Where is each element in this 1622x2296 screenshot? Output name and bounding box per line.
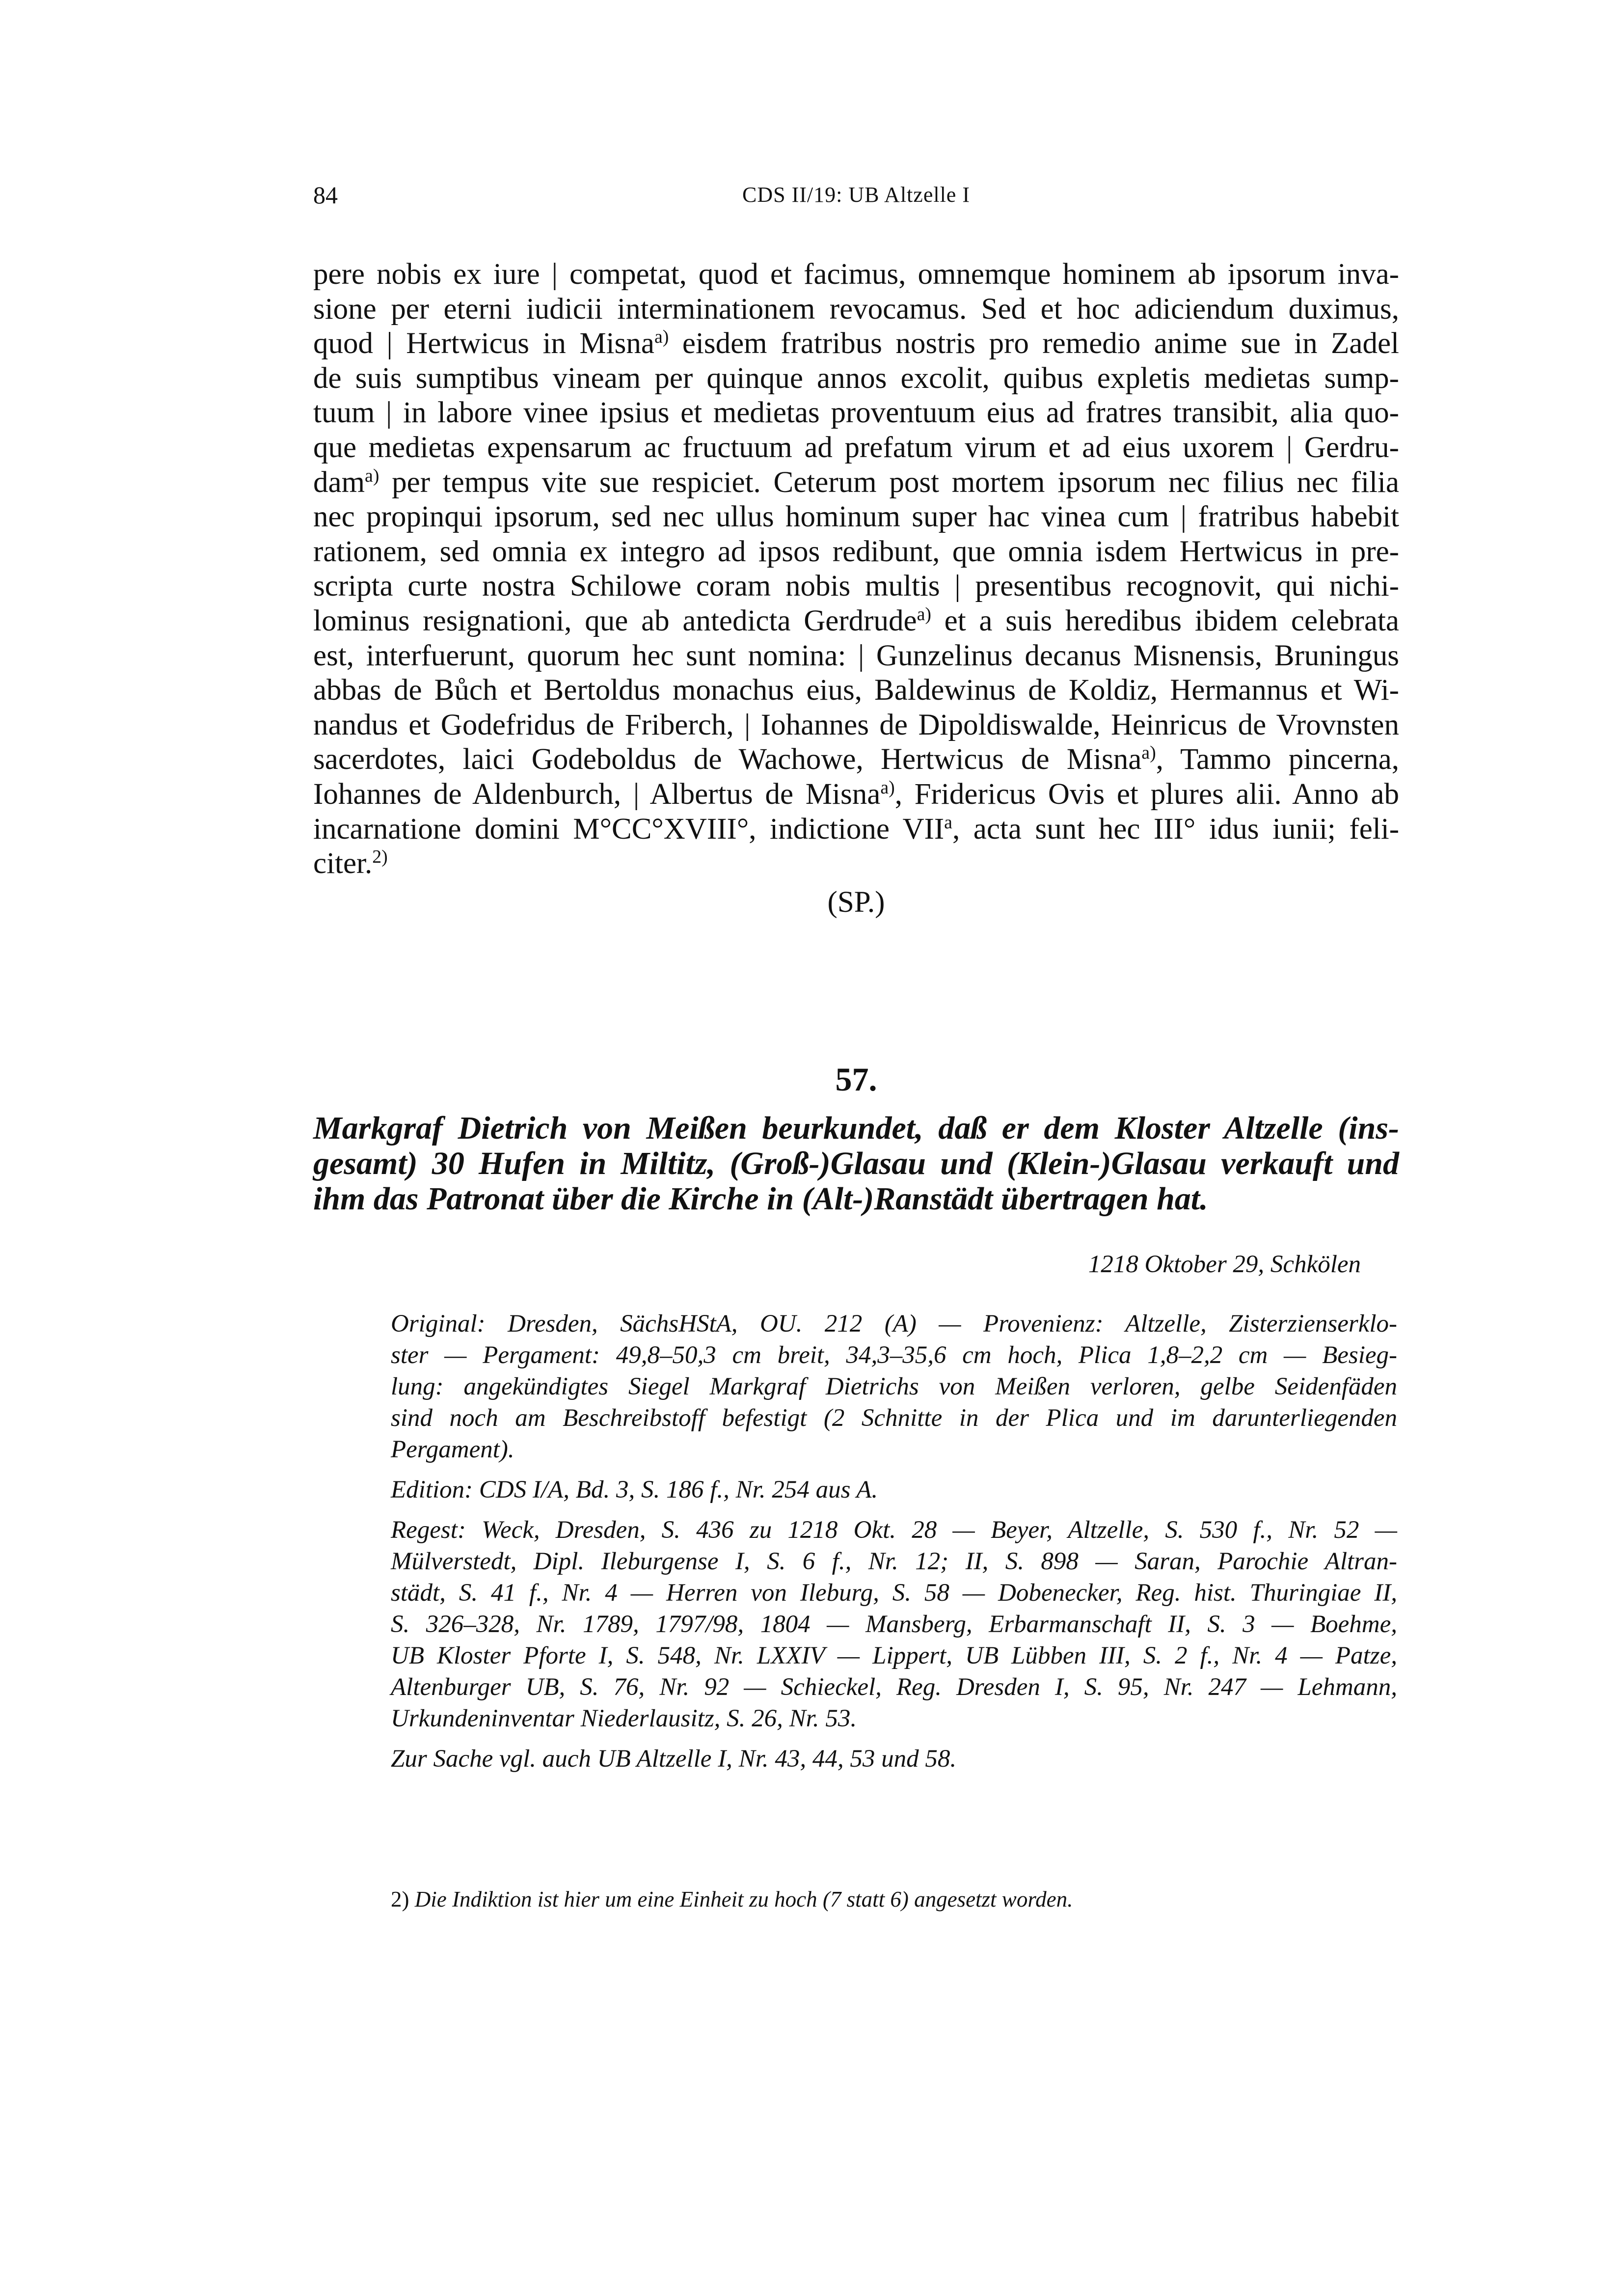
page-number: 84 [313, 181, 338, 209]
apparatus-zur-sache [391, 1743, 1397, 1775]
text-segment: lominus resignationi, que ab antedicta Gerdrude [313, 604, 917, 637]
text-segment: est, interfuerunt, quorum hec sunt nomina: | Gunzelinus decanus Misnensis, Bruningus [313, 639, 1399, 672]
text-segment: incarnatione domini M°CC°XVIII°, indictione VII [313, 812, 945, 846]
title-line: gesamt) 30 Hufen in Miltitz, (Groß-)Glasau und (Klein-)Glasau verkauft und [313, 1146, 1399, 1181]
footnote-mark: 2) [391, 1887, 409, 1912]
text-line [313, 569, 1399, 604]
seal-notation: (SP.) [827, 886, 885, 919]
text-segment: tuum | in labore vinee ipsius et medietas proventuum eius ad fratres transibit, alia quo- [313, 396, 1399, 430]
text-segment: nec propinqui ipsorum, sed nec ullus hominum super hac vinea cum | fratribus habebit [313, 500, 1399, 534]
text-segment: eisdem fratribus nostris pro remedio anime sue in Zadel [669, 327, 1399, 360]
footnote-reference: a) [880, 777, 895, 798]
apparatus-original [391, 1308, 1397, 1465]
text-segment: per tempus vite sue respiciet. Ceterum post mortem ipsorum nec filius nec filia [379, 465, 1399, 499]
apparatus-regest [391, 1514, 1397, 1734]
title-line: Markgraf Dietrich von Meißen beurkundet, daß er dem Kloster Altzelle (ins- [313, 1110, 1399, 1146]
text-line [313, 777, 1399, 812]
text-segment: dam [313, 465, 365, 499]
text-line [313, 604, 1399, 639]
text-line [313, 327, 1399, 361]
footnote-reference: a [944, 812, 952, 833]
apparatus-line: ster — Pergament: 49,8–50,3 cm breit, 34,3–35,6 cm hoch, Plica 1,8–2,2 cm — Besieg- [391, 1341, 1397, 1369]
text-segment: Iohannes de Aldenburch, | Albertus de Misna [313, 777, 881, 811]
text-segment: et a suis heredibus ibidem celebrata [931, 604, 1399, 637]
text-line [313, 535, 1399, 570]
text-line [313, 639, 1399, 674]
footnote-reference: a) [654, 327, 669, 348]
text-segment: , Fridericus Ovis et plures alii. Anno ab [894, 777, 1399, 811]
title-line: ihm das Patronat über die Kirche in (Alt-)Ranstädt übertragen hat. [313, 1181, 1208, 1217]
text-segment: citer. [313, 847, 373, 880]
text-line [313, 292, 1399, 327]
critical-apparatus [391, 1308, 1397, 1783]
apparatus-line: Zur Sache vgl. auch UB Altzelle I, Nr. 43, 44, 53 und 58. [391, 1745, 957, 1773]
text-segment: sacerdotes, laici Godeboldus de Wachowe, Hertwicus de Misna [313, 743, 1142, 776]
text-segment: , Tammo pincerna, [1156, 743, 1400, 776]
text-segment: pere nobis ex iure | competat, quod et facimus, omnemque hominem ab ipsorum inva- [313, 258, 1399, 291]
apparatus-line: städt, S. 41 f., Nr. 4 — Herren von Ileburg, S. 58 — Dobenecker, Reg. hist. Thuringiae II, [391, 1579, 1397, 1607]
apparatus-line: sind noch am Beschreibstoff befestigt (2 Schnitte in der Plica und im darunterliegenden [391, 1404, 1397, 1432]
text-line [313, 465, 1399, 500]
text-segment: rationem, sed omnia ex integro ad ipsos redibunt, que omnia isdem Hertwicus in pre- [313, 535, 1399, 568]
document-title [313, 1111, 1399, 1217]
text-line [313, 673, 1399, 708]
text-line [313, 257, 1399, 292]
text-segment: quod | Hertwicus in Misna [313, 327, 654, 360]
text-line [313, 361, 1399, 396]
page-header [313, 178, 1399, 212]
text-line [313, 847, 1399, 881]
text-line [313, 500, 1399, 535]
document-number: 57. [835, 1061, 877, 1098]
text-line [313, 812, 1399, 847]
footnote-text: Die Indiktion ist hier um eine Einheit zu hoch (7 statt 6) angesetzt worden. [414, 1887, 1073, 1912]
text-line [313, 431, 1399, 465]
text-line [313, 708, 1399, 743]
text-segment: que medietas expensarum ac fructuum ad prefatum virum et ad eius uxorem | Gerdru- [313, 431, 1399, 464]
footnote-reference: a) [365, 465, 379, 486]
apparatus-line: Regest: Weck, Dresden, S. 436 zu 1218 Okt. 28 — Beyer, Altzelle, S. 530 f., Nr. 52 — [391, 1516, 1397, 1544]
text-segment: abbas de Bůch et Bertoldus monachus eius, Baldewinus de Koldiz, Hermannus et Wi- [313, 674, 1399, 707]
apparatus-line: Mülverstedt, Dipl. Ileburgense I, S. 6 f., Nr. 12; II, S. 898 — Saran, Parochie Altran- [391, 1548, 1397, 1575]
footnote-reference: a) [917, 604, 931, 625]
apparatus-line: Urkundeninventar Niederlausitz, S. 26, Nr. 53. [391, 1705, 857, 1732]
text-line [313, 396, 1399, 431]
text-segment: scripta curte nostra Schilowe coram nobis multis | presentibus recognovit, qui nichi- [313, 570, 1399, 603]
charter-text-continuation [313, 257, 1399, 881]
apparatus-line: UB Kloster Pforte I, S. 548, Nr. LXXIV — Lippert, UB Lübben III, S. 2 f., Nr. 4 — Patze, [391, 1642, 1397, 1669]
text-segment: nandus et Godefridus de Friberch, | Iohannes de Dipoldiswalde, Heinricus de Vrovnsten [313, 708, 1399, 741]
text-line [313, 742, 1399, 777]
text-segment: , acta sunt hec III° idus iunii; feli- [952, 812, 1400, 846]
apparatus-line: lung: angekündigtes Siegel Markgraf Dietrichs von Meißen verloren, gelbe Seidenfäden [391, 1373, 1397, 1400]
apparatus-line: Original: Dresden, SächsHStA, OU. 212 (A) — Provenienz: Altzelle, Zisterzienserklo- [391, 1310, 1397, 1338]
dateline: 1218 Oktober 29, Schkölen [1088, 1251, 1361, 1278]
apparatus-edition [391, 1474, 1397, 1505]
footnote-reference: 2) [372, 847, 388, 868]
footnote [391, 1885, 1397, 1914]
apparatus-line: Edition: CDS I/A, Bd. 3, S. 186 f., Nr. 254 aus A. [391, 1476, 878, 1503]
text-segment: de suis sumptibus vineam per quinque annos excolit, quibus expletis medietas sump- [313, 361, 1399, 395]
apparatus-line: S. 326–328, Nr. 1789, 1797/98, 1804 — Mansberg, Erbarmanschaft II, S. 3 — Boehme, [391, 1611, 1397, 1638]
footnote-reference: a) [1141, 742, 1156, 764]
text-segment: sione per eterni iudicii interminationem revocamus. Sed et hoc adiciendum duximus, [313, 292, 1399, 326]
running-head: CDS II/19: UB Altzelle I [742, 183, 970, 207]
apparatus-line: Altenburger UB, S. 76, Nr. 92 — Schieckel, Reg. Dresden I, S. 95, Nr. 247 — Lehmann, [391, 1673, 1397, 1701]
apparatus-line: Pergament). [391, 1436, 514, 1463]
